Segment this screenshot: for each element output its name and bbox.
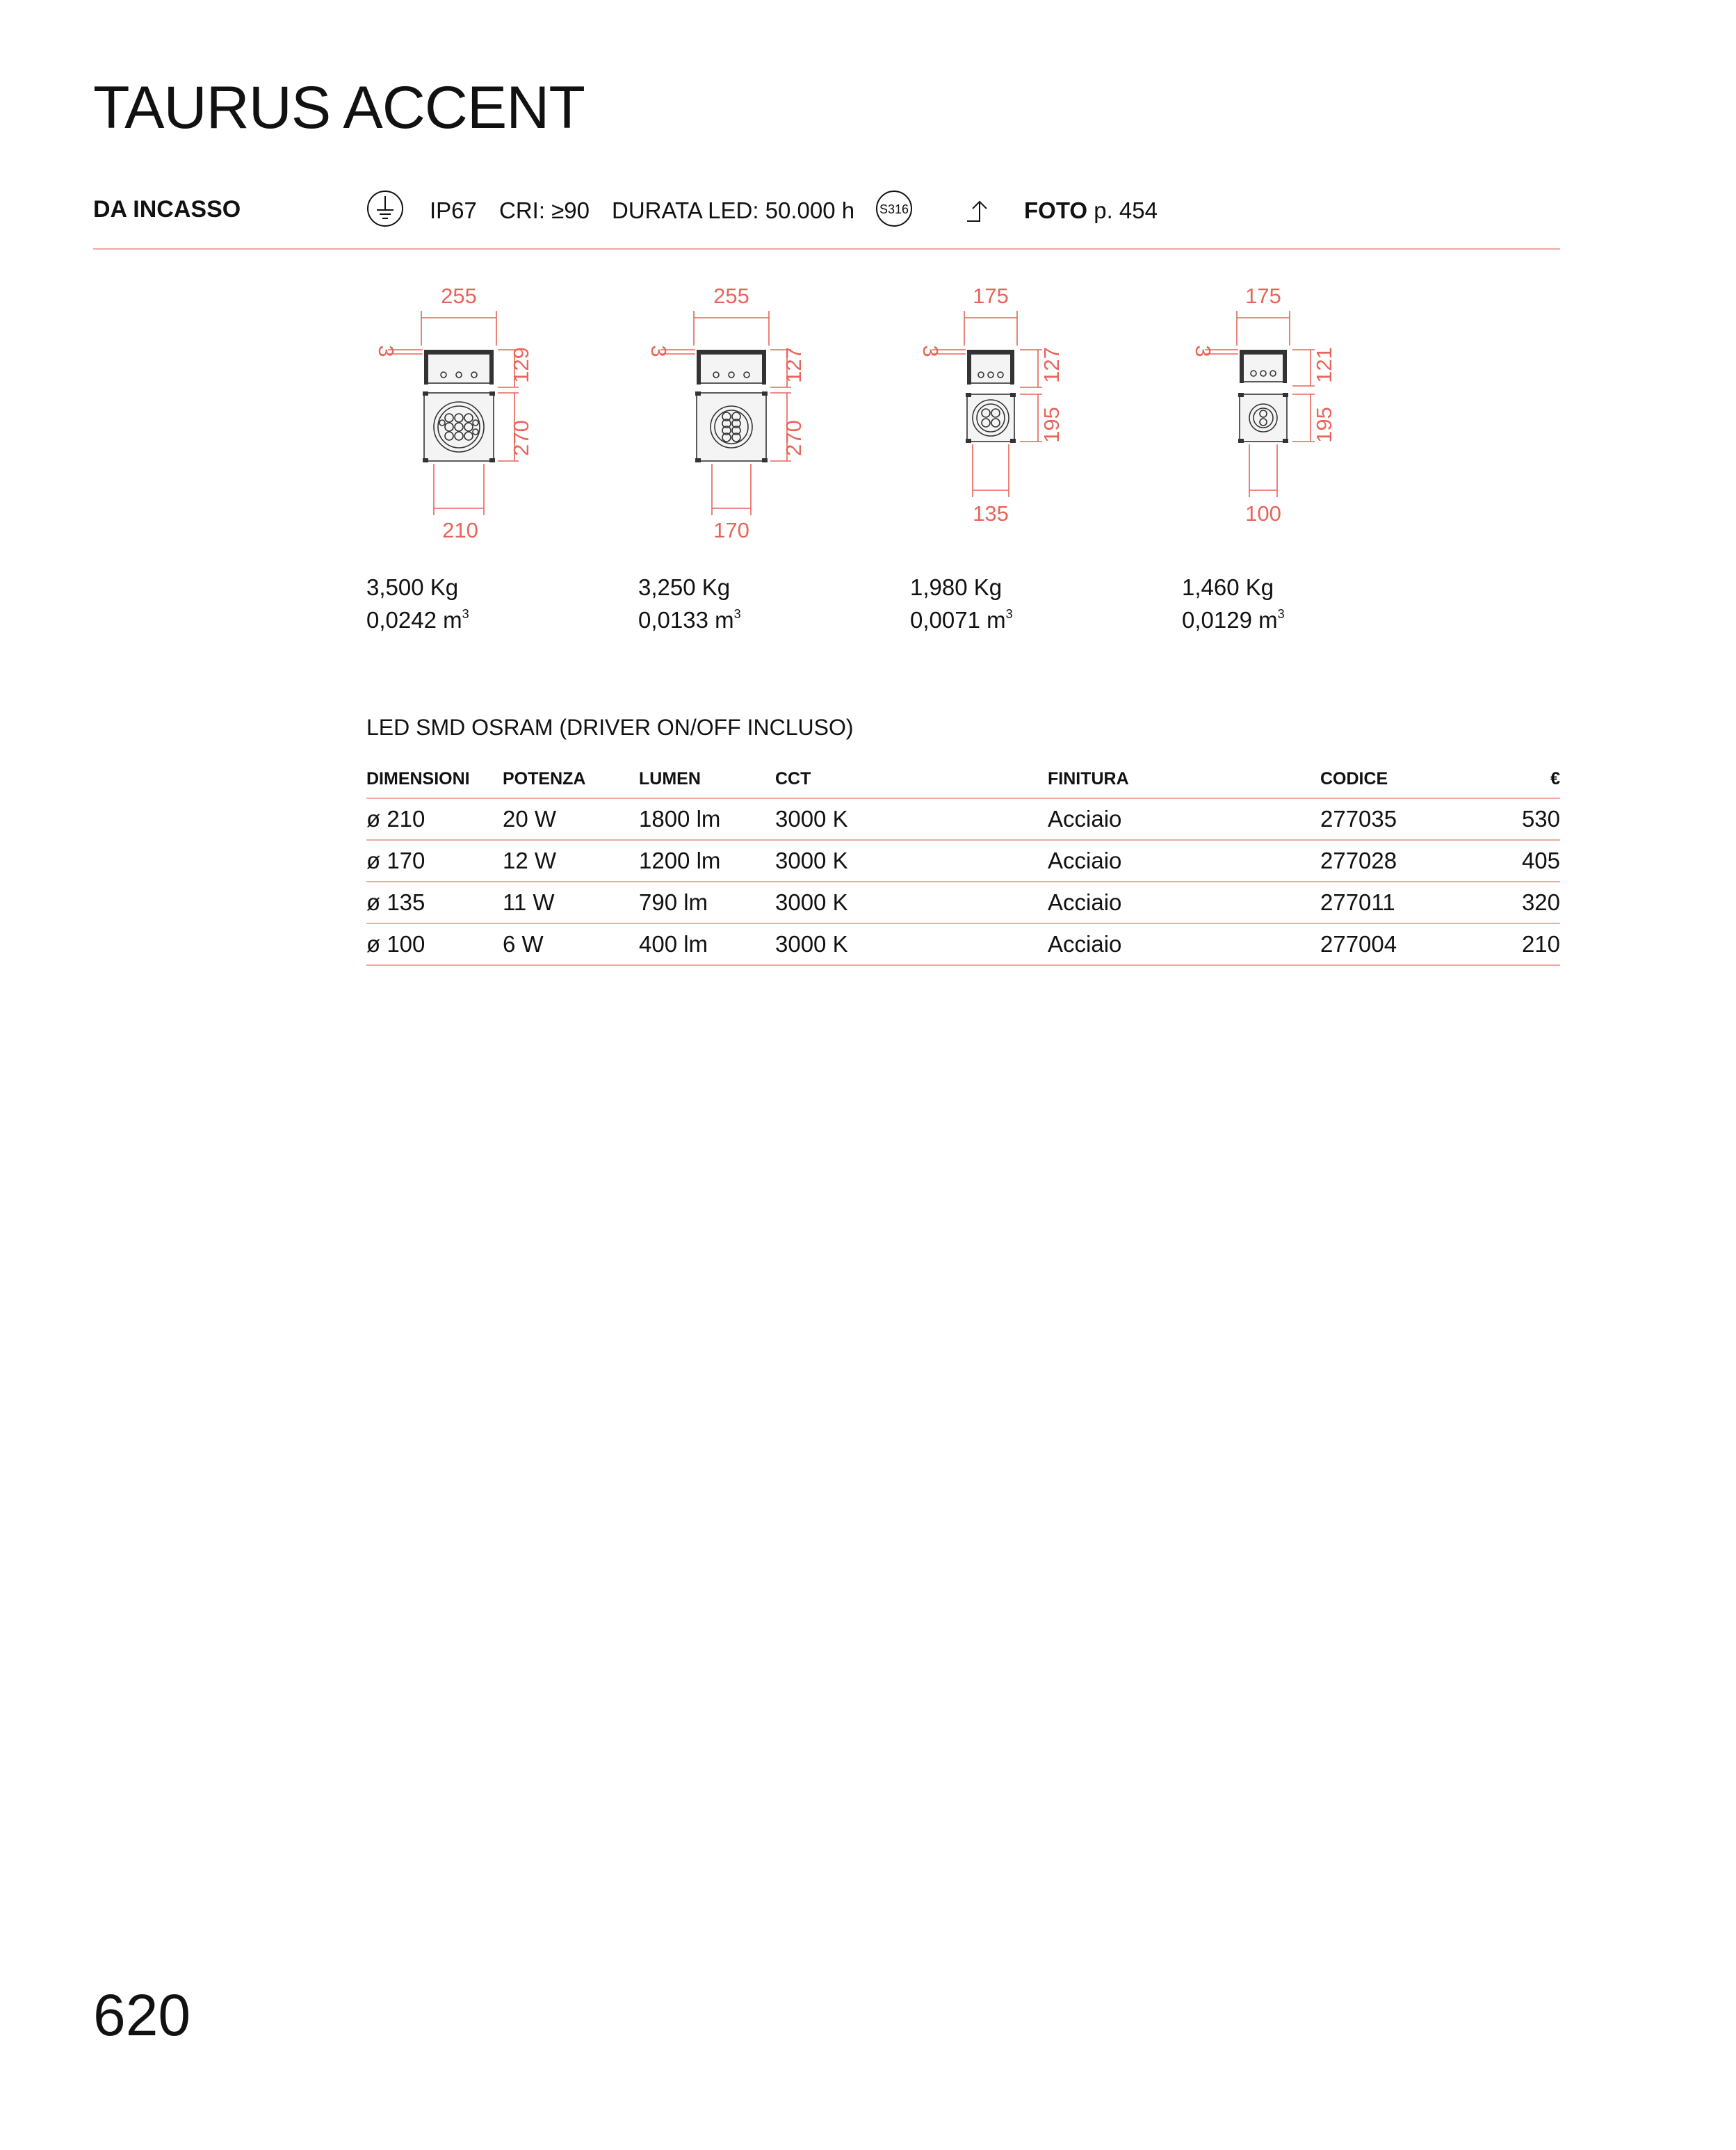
dim-diameter: 170 (713, 518, 749, 542)
dim-bottom-height: 195 (1312, 407, 1336, 443)
cell-finitura: Acciaio (1048, 882, 1320, 923)
technical-drawing (348, 282, 584, 553)
table-row (366, 882, 1560, 923)
cell-price: 210 (1515, 923, 1560, 965)
col-header-dimensioni: DIMENSIONI (366, 768, 503, 798)
page-number: 620 (93, 1982, 191, 2048)
col-header-price: € (1515, 768, 1560, 798)
table-caption: LED SMD OSRAM (DRIVER ON/OFF INCLUSO) (366, 715, 854, 740)
cell-finitura: Acciaio (1048, 840, 1320, 882)
photo-reference[interactable] (1024, 197, 1158, 224)
dim-offset: 3 (374, 345, 398, 357)
volume: 0,0071 $m^3$ (910, 607, 1013, 633)
col-header-potenza: POTENZA (503, 768, 639, 798)
photo-label: FOTO (1024, 197, 1088, 223)
dim-top-height: 127 (781, 347, 806, 383)
cell-dimensioni: ø 170 (366, 840, 503, 882)
cell-dimensioni: ø 135 (366, 882, 503, 923)
photo-page: p. 454 (1087, 197, 1158, 223)
weight-volume (910, 574, 1013, 633)
product-table (366, 768, 1560, 966)
earth-ground-icon (366, 189, 405, 228)
weight-volume (638, 574, 741, 633)
dim-top-width: 175 (1245, 284, 1281, 308)
ip-rating: IP67 (430, 197, 477, 223)
dim-bottom-height: 195 (1039, 407, 1064, 443)
cri-value: CRI: ≥90 (499, 197, 590, 223)
page-title: TAURUS ACCENT (93, 74, 585, 141)
table-row (366, 923, 1560, 965)
volume: 0,0133 $m^3$ (638, 607, 741, 633)
cell-codice: 277035 (1320, 798, 1515, 840)
dim-bottom-height: 270 (509, 420, 533, 456)
cell-finitura: Acciaio (1048, 923, 1320, 965)
cell-lumen: 1800 lm (639, 798, 775, 840)
dim-diameter: 135 (973, 501, 1009, 526)
volume: 0,0242 $m^3$ (366, 607, 469, 633)
col-header-finitura: FINITURA (1048, 768, 1320, 798)
dim-offset: 3 (918, 345, 943, 357)
table-row (366, 798, 1560, 840)
weight-kg: 1,460 Kg (1182, 574, 1274, 600)
col-header-codice: CODICE (1320, 768, 1515, 798)
dim-top-height: 129 (509, 347, 533, 383)
cell-finitura: Acciaio (1048, 798, 1320, 840)
cell-lumen: 400 lm (639, 923, 775, 965)
dim-diameter: 100 (1245, 501, 1281, 526)
cell-cct: 3000 K (775, 840, 1048, 882)
cell-codice: 277028 (1320, 840, 1515, 882)
cell-lumen: 1200 lm (639, 840, 775, 882)
cell-cct: 3000 K (775, 882, 1048, 923)
technical-drawing (892, 282, 1128, 553)
weight-volume (1182, 574, 1285, 633)
col-header-lumen: LUMEN (639, 768, 775, 798)
header-divider (93, 248, 1560, 250)
dim-offset: 3 (1191, 345, 1215, 357)
cell-cct: 3000 K (775, 798, 1048, 840)
cell-lumen: 790 lm (639, 882, 775, 923)
category-label: DA INCASSO (93, 196, 241, 223)
technical-drawing (1165, 282, 1401, 553)
dim-top-height: 121 (1312, 347, 1336, 383)
cell-dimensioni: ø 100 (366, 923, 503, 965)
cell-potenza: 20 W (503, 798, 639, 840)
cell-potenza: 11 W (503, 882, 639, 923)
dim-top-height: 127 (1039, 347, 1064, 383)
technical-drawing (620, 282, 857, 553)
table-row (366, 840, 1560, 882)
dim-diameter: 210 (442, 518, 478, 542)
cell-price: 405 (1515, 840, 1560, 882)
cell-cct: 3000 K (775, 923, 1048, 965)
dim-top-width: 255 (713, 284, 749, 308)
dim-top-width: 175 (973, 284, 1009, 308)
table-header-row (366, 768, 1560, 798)
weight-volume (366, 574, 469, 633)
dim-top-width: 255 (441, 284, 477, 308)
led-lifetime: DURATA LED: 50.000 h (612, 197, 855, 223)
cell-price: 320 (1515, 882, 1560, 923)
cell-dimensioni: ø 210 (366, 798, 503, 840)
cell-price: 530 (1515, 798, 1560, 840)
weight-kg: 1,980 Kg (910, 574, 1003, 600)
photo-reference-arrow-icon (966, 199, 993, 224)
spec-bar (93, 189, 1560, 231)
s316-badge-icon (875, 189, 914, 228)
cell-codice: 277011 (1320, 882, 1515, 923)
weight-kg: 3,500 Kg (366, 574, 459, 600)
cell-potenza: 12 W (503, 840, 639, 882)
dim-bottom-height: 270 (781, 420, 806, 456)
dim-offset: 3 (647, 345, 671, 357)
s316-badge-text: S316 (879, 202, 909, 216)
cell-potenza: 6 W (503, 923, 639, 965)
col-header-cct: CCT (775, 768, 1048, 798)
volume: 0,0129 $m^3$ (1182, 607, 1285, 633)
cell-codice: 277004 (1320, 923, 1515, 965)
weight-kg: 3,250 Kg (638, 574, 731, 600)
